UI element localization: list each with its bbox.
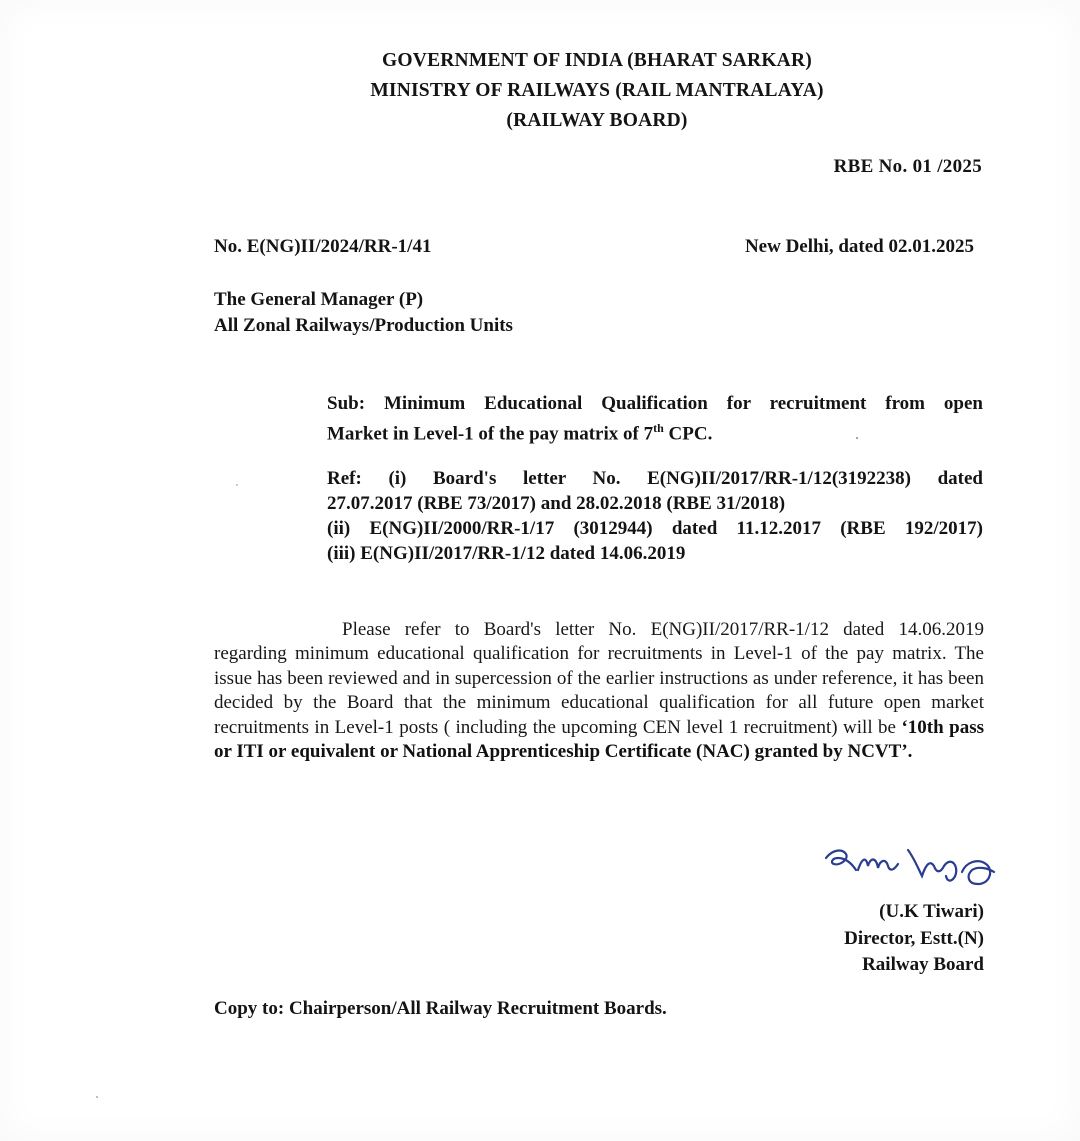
subject-line-2-text: Market in Level-1 of the pay matrix of 7 (327, 423, 654, 445)
scan-speck (96, 1096, 98, 1098)
reference-line-1: Ref: (i) Board's letter No. E(NG)II/2017/RR-1/12(3192238) dated (327, 468, 983, 489)
references (327, 466, 983, 566)
signatory-block (844, 899, 984, 979)
addressee-line-2: All Zonal Railways/Production Units (214, 315, 513, 336)
place-and-date: New Delhi, dated 02.01.2025 (744, 236, 974, 257)
reference-line-3: (ii) E(NG)II/2000/RR-1/17 (3012944) dated 11.12.2017 (RBE 192/2017) (327, 518, 983, 539)
subject-line-1: Sub: Minimum Educational Qualification for recruitment from open (327, 393, 983, 414)
reference-line-4: (iii) E(NG)II/2017/RR-1/12 dated 14.06.2019 (327, 543, 686, 564)
subject-line-2-end: CPC. (663, 423, 713, 445)
scan-speck (856, 437, 858, 439)
body-emphasis: ‘10th pass or ITI or equivalent or National Apprenticeship Certificate (NAC) granted by NCVT’. (214, 716, 985, 763)
addressee-line-1: The General Manager (P) (214, 289, 424, 310)
letterhead (0, 46, 1080, 136)
body-text: Please refer to Board's letter No. E(NG)II/2017/RR-1/12 dated 14.06.2019 regarding minimum educational qualification for recruitments in Level-1 of the pay matrix. The issue has been reviewed and in supercession of the earlier instructions as under reference, it has been decided by the Board that the minimum educational qualification for all future open market recruitments in Level-1 posts ( including the upcoming CEN level 1 recruitment) will be (214, 619, 984, 738)
subject (327, 391, 983, 446)
addressee (214, 287, 513, 339)
letterhead-line-ministry: MINISTRY OF RAILWAYS (RAIL MANTRALAYA) (370, 80, 824, 101)
rbe-number: RBE No. 01 /2025 (833, 156, 982, 177)
copy-to: Copy to: Chairperson/All Railway Recruitment Boards. (214, 998, 667, 1019)
subject-superscript: th (653, 421, 664, 435)
signatory-name: (U.K Tiwari) (879, 901, 984, 922)
subject-line-2 (327, 416, 983, 446)
letterhead-line-government: GOVERNMENT OF INDIA (BHARAT SARKAR) (382, 50, 812, 71)
signature-image (818, 836, 1008, 898)
signatory-designation: Director, Estt.(N) (844, 927, 984, 949)
letter-number: No. E(NG)II/2024/RR-1/41 (214, 236, 432, 257)
body-paragraph (214, 618, 984, 764)
letterhead-line-board: (RAILWAY BOARD) (506, 110, 688, 131)
scan-speck (236, 484, 238, 486)
signatory-office: Railway Board (862, 954, 984, 975)
reference-line-2: 27.07.2017 (RBE 73/2017) and 28.02.2018 (RBE 31/2018) (327, 493, 786, 514)
